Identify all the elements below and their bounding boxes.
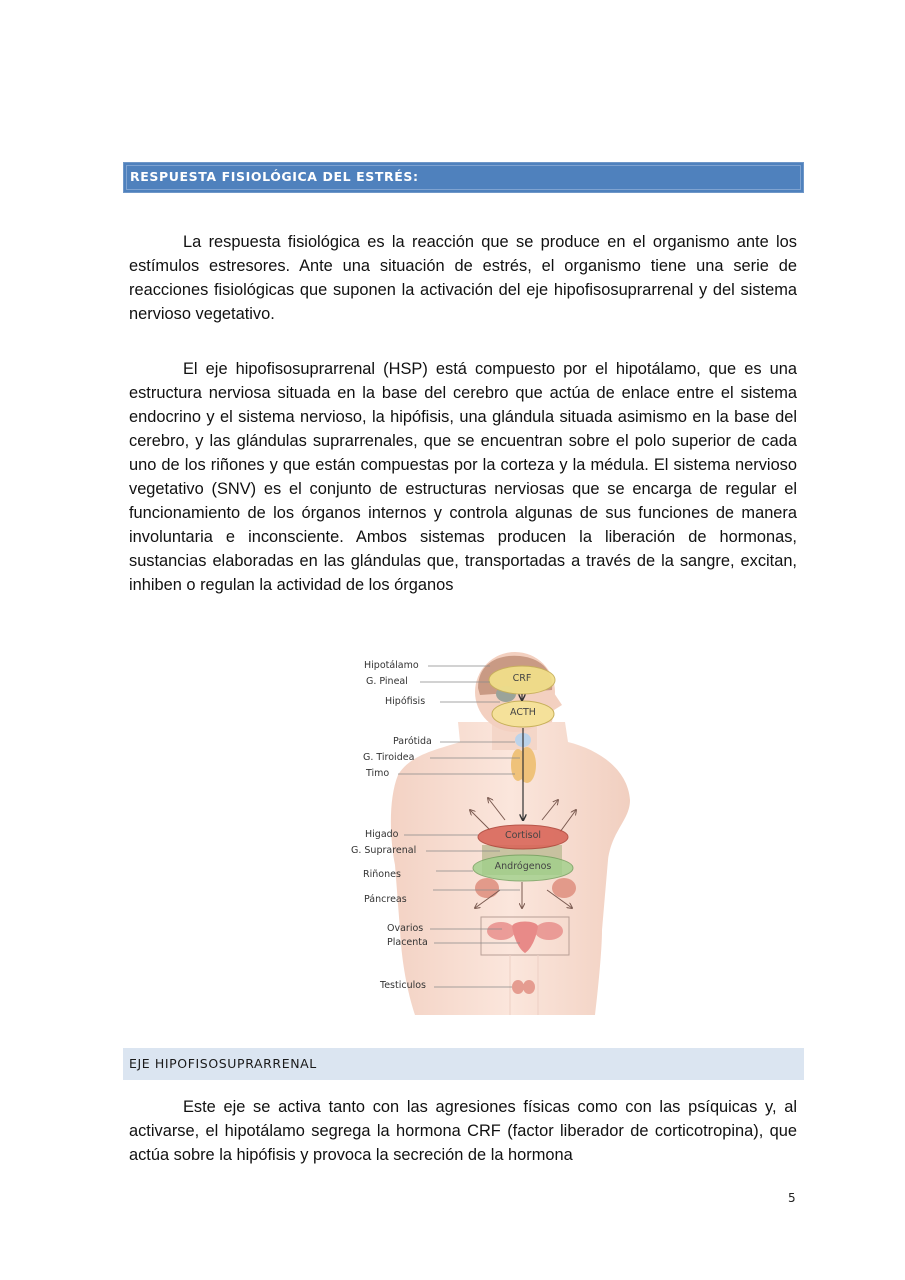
section-title: EJE HIPOFISOSUPRARRENAL	[129, 1056, 317, 1071]
paragraph-eje-activacion: Este eje se activa tanto con las agresiones físicas como con las psíquicas y, al activarse, el hipotálamo segrega la hormona CRF (factor liberador de corticotropina), que actúa sobre la hipófisis y provoca la secreción de la hormona	[129, 1098, 797, 1164]
label-rinones: Riñones	[363, 869, 401, 880]
label-ovarios: Ovarios	[387, 923, 424, 934]
label-higado: Higado	[365, 829, 399, 840]
label-hipofisis: Hipófisis	[385, 696, 426, 707]
label-placenta: Placenta	[387, 937, 428, 948]
label-hipotalamo: Hipotálamo	[364, 660, 419, 671]
label-suprarrenal: G. Suprarenal	[351, 845, 417, 856]
paragraph-eje-hsp: El eje hipofisosuprarrenal (HSP) está compuesto por el hipotálamo, que es una estructura nerviosa situada en la base del cerebro que actúa de enlace entre el sistema endocrino y el sistema nervioso, la hipófisis, una glándula situada asimismo en la base del cerebro, y las glándulas suprarrenales, que se encuentran sobre el polo superior de cada uno de los riñones y que están compuestas por la corteza y la médula. El sistema nervioso vegetativo (SNV) es el conjunto de estructuras nerviosas que se encarga de regular el funcionamiento de los órganos internos y controla algunas de sus funciones de manera involuntaria e inconsciente. Ambos sistemas producen la liberación de hormonas, sustancias elaboradas en las glándulas que, transportadas a través de la sangre, excitan, inhiben o regulan la actividad de los órganos	[129, 360, 797, 594]
label-timo: Timo	[366, 768, 390, 779]
paragraph-intro: La respuesta fisiológica es la reacción que se produce en el organismo ante los estímulos estresores. Ante una situación de estrés, el organismo tiene una serie de reacciones fisiológicas que suponen la activación del eje hipofisosuprarrenal y del sistema nervioso vegetativo.	[129, 233, 797, 323]
hormone-cortisol: Cortisol	[504, 830, 542, 841]
endocrine-system-diagram	[340, 650, 640, 1015]
label-testiculos: Testiculos	[380, 980, 426, 991]
label-parotida: Parótida	[393, 736, 432, 747]
section-header-respuesta-fisiologica	[123, 162, 804, 193]
label-pancreas: Páncreas	[364, 894, 407, 905]
section-header-eje-hipofisosuprarrenal	[123, 1048, 804, 1080]
hormone-acth: ACTH	[510, 707, 536, 718]
hormone-crf: CRF	[512, 673, 532, 684]
hormone-androgenos: Andrógenos	[494, 861, 552, 872]
label-pineal: G. Pineal	[366, 676, 408, 687]
page-number: 5	[788, 1191, 796, 1205]
section-title: RESPUESTA FISIOLÓGICA DEL ESTRÉS:	[130, 169, 419, 184]
label-tiroidea: G. Tiroidea	[363, 752, 415, 763]
